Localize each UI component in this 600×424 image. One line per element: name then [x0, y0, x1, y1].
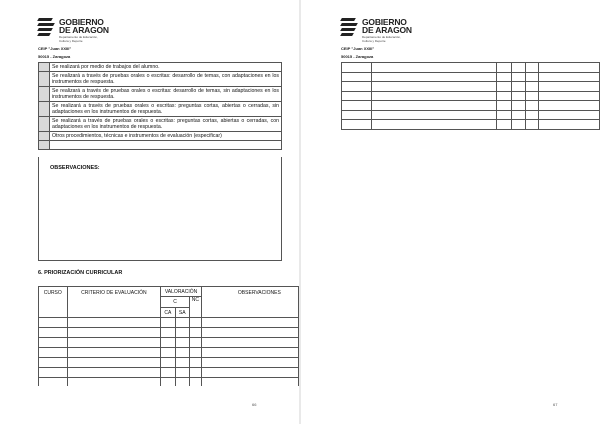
table-row	[39, 368, 299, 378]
right-page	[301, 0, 600, 424]
table-row	[39, 141, 282, 150]
checkbox-cell[interactable]	[39, 132, 50, 141]
table-row	[39, 72, 282, 87]
gobierno-aragon-logo	[38, 18, 109, 43]
col-criterio: CRITERIO DE EVALUACIÓN	[67, 287, 161, 318]
left-page	[0, 0, 299, 424]
table-row	[342, 63, 600, 73]
procedure-text: Se realizará por medio de trabajos del alumno.	[50, 63, 282, 72]
procedure-text: Otros procedimientos, técnicas e instrumentos de evaluación (especificar)	[50, 132, 282, 141]
checkbox-cell[interactable]	[39, 87, 50, 102]
school-city: 50015 - Zaragoza	[341, 54, 374, 59]
school-name: CEIP "Juan XXIII"	[341, 46, 375, 51]
table-row	[39, 63, 282, 72]
prioritization-continued-table	[341, 62, 600, 130]
table-row	[39, 328, 299, 338]
logo-line2: DE ARAGON	[362, 25, 412, 35]
logo-line1: GOBIERNO	[59, 17, 104, 27]
checkbox-cell[interactable]	[39, 102, 50, 117]
col-nc: NC	[189, 297, 201, 318]
prioritization-table	[38, 286, 299, 386]
school-name: CEIP "Juan XXIII"	[38, 46, 72, 51]
col-valoracion: VALORACIÓN	[161, 287, 202, 297]
table-row	[39, 102, 282, 117]
evaluation-procedures-table	[38, 62, 282, 150]
table-row	[342, 101, 600, 111]
table-row	[39, 117, 282, 132]
table-row	[342, 120, 600, 130]
table-row	[39, 318, 299, 328]
checkbox-cell[interactable]	[39, 141, 50, 150]
table-row	[342, 91, 600, 101]
page-number: 66	[252, 402, 257, 407]
col-c: C	[161, 297, 190, 308]
table-row	[342, 72, 600, 82]
gobierno-aragon-logo	[341, 18, 412, 43]
checkbox-cell[interactable]	[39, 117, 50, 132]
logo-line1: GOBIERNO	[362, 17, 407, 27]
prioritization-table-wrap	[38, 286, 299, 386]
checkbox-cell[interactable]	[39, 63, 50, 72]
table-row	[39, 338, 299, 348]
logo-stripes-icon	[341, 18, 359, 38]
table-row	[39, 87, 282, 102]
col-ca: CA	[161, 308, 175, 318]
section-title: 6. PRIORIZACIÓN CURRICULAR	[38, 270, 123, 276]
col-curso: CURSO	[39, 287, 68, 318]
school-city: 50015 - Zaragoza	[38, 54, 71, 59]
observations-box[interactable]	[38, 157, 282, 261]
procedure-text: Se realizará a través de pruebas orales o escritas: preguntas cortas, abiertas o cerradas, sin adaptaciones en los instrumentos de respuesta.	[50, 102, 282, 117]
table-row	[39, 378, 299, 387]
logo-stripes-icon	[38, 18, 56, 38]
observations-label: OBSERVACIONES:	[50, 165, 100, 171]
logo-subtitle: Departamento de Educación, Cultura y Deporte	[362, 35, 401, 43]
table-row	[39, 348, 299, 358]
table-row	[39, 132, 282, 141]
col-sa: SA	[175, 308, 189, 318]
procedure-text: Se realizará a través de pruebas orales o escritas: preguntas cortas, abiertas o cerradas, con adaptaciones en los instrumentos de respuesta.	[50, 117, 282, 132]
logo-line2: DE ARAGON	[59, 25, 109, 35]
procedure-text: Se realizará a través de pruebas orales o escritas: desarrollo de temas, con adaptaciones en los instrumentos de respuesta.	[50, 72, 282, 87]
checkbox-cell[interactable]	[39, 72, 50, 87]
table-row	[39, 358, 299, 368]
page-number: 67	[553, 402, 558, 407]
procedure-text[interactable]	[50, 141, 282, 150]
procedure-text: Se realizará a través de pruebas orales o escritas: desarrollo de temas, sin adaptaciones en los instrumentos de respuesta.	[50, 87, 282, 102]
col-observaciones: OBSERVACIONES	[201, 287, 298, 318]
logo-subtitle: Departamento de Educación, Cultura y Deporte	[59, 35, 98, 43]
table-row	[342, 110, 600, 120]
table-row	[342, 82, 600, 92]
